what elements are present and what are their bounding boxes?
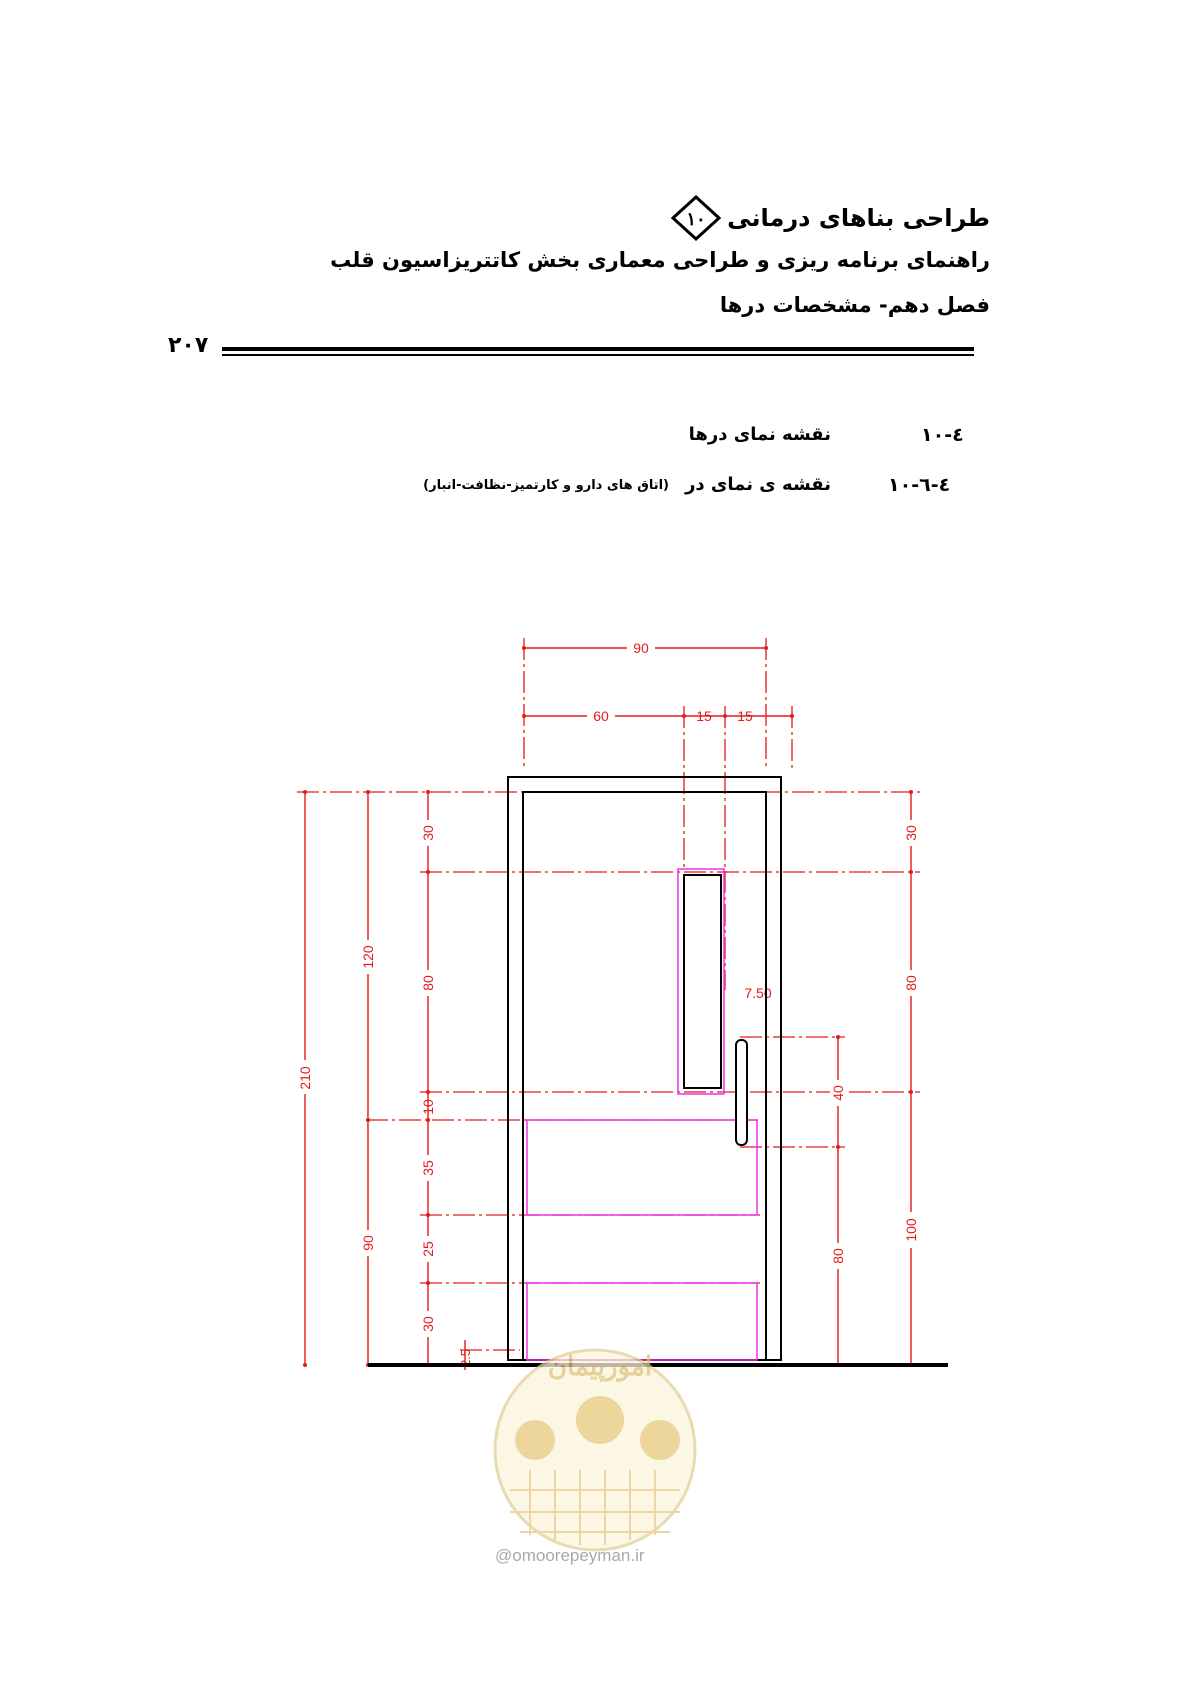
section-number: ۱۰-٤ bbox=[921, 424, 964, 446]
upper-kick-panel bbox=[527, 1120, 757, 1215]
dim-handle-offset: 7.50 bbox=[744, 985, 772, 1001]
dim-right-100: 100 bbox=[903, 1218, 919, 1242]
watermark-logo bbox=[495, 1350, 695, 1550]
dim-total-height: 210 bbox=[297, 1066, 313, 1090]
door-leaf bbox=[523, 792, 766, 1360]
watermark-url: @omoorepeyman.ir bbox=[495, 1546, 645, 1565]
lower-kick-panel bbox=[527, 1283, 757, 1360]
book-title-text: طراحی بناهای درمانی bbox=[727, 204, 990, 232]
dim-col-25: 25 bbox=[420, 1241, 436, 1257]
subsection-note: (اتاق های دارو و کارتمیز-نظافت-انبار) bbox=[423, 478, 669, 493]
dim-handle-length: 40 bbox=[830, 1085, 846, 1101]
volume-badge-number: ۱۰ bbox=[686, 209, 706, 229]
dim-lower-height: 90 bbox=[360, 1235, 376, 1251]
door-panels bbox=[527, 869, 757, 1360]
dim-handle-height: 80 bbox=[830, 1248, 846, 1264]
dim-right-80: 80 bbox=[903, 975, 919, 991]
chapter-title: فصل دهم- مشخصات درها bbox=[719, 293, 990, 317]
dim-right-30: 30 bbox=[903, 825, 919, 841]
dim-col-10: 10 bbox=[420, 1099, 436, 1115]
door-handle bbox=[736, 1040, 747, 1145]
dimension-ticks bbox=[303, 646, 913, 1367]
dim-col-80: 80 bbox=[420, 975, 436, 991]
dim-glass-width: 15 bbox=[696, 708, 712, 724]
dim-col-35: 35 bbox=[420, 1160, 436, 1176]
section-title: نقشه نمای درها bbox=[688, 424, 831, 445]
watermark-logo-text: امورپیمان bbox=[547, 1351, 653, 1381]
dim-upper-height: 120 bbox=[360, 945, 376, 969]
subsection-number: ۱۰-٤-٦ bbox=[888, 474, 951, 496]
dimension-lines bbox=[305, 648, 911, 1370]
page-number: ۲۰۷ bbox=[168, 333, 209, 358]
vision-panel-glass bbox=[684, 875, 721, 1088]
dim-total-width: 90 bbox=[633, 640, 649, 656]
extension-lines bbox=[297, 638, 920, 1350]
dim-col-30-bottom: 30 bbox=[420, 1316, 436, 1332]
book-subtitle: راهنمای برنامه ریزی و طراحی معماری بخش کاتتریزاسیون قلب bbox=[330, 248, 990, 272]
dim-col-2-5: 2.5 bbox=[458, 1348, 473, 1368]
dim-left-width: 60 bbox=[593, 708, 609, 724]
dim-col-30-top: 30 bbox=[420, 825, 436, 841]
dim-right-width: 15 bbox=[737, 708, 753, 724]
dimension-labels bbox=[297, 638, 919, 1367]
subsection-title: نقشه ی نمای در bbox=[685, 474, 831, 495]
